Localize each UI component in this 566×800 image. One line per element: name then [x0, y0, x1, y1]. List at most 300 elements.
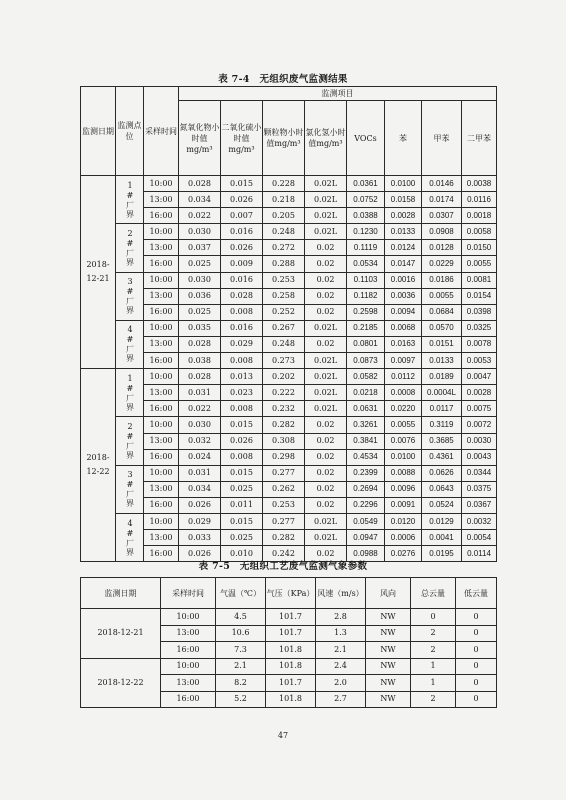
table-row	[81, 401, 497, 417]
date-cell: 2018-12-21	[81, 176, 116, 369]
value-cell: 0.0195	[422, 546, 462, 562]
header-vocs: VOCs	[347, 101, 385, 176]
weather-header-row	[81, 578, 497, 609]
value-cell: 0.0076	[385, 433, 422, 449]
monitoring-point: 2#厂界	[116, 224, 144, 272]
value-cell: 0.031	[179, 465, 221, 481]
value-cell: 0.022	[179, 401, 221, 417]
weather-header-cell: 风向	[366, 578, 411, 609]
value-cell: 0.026	[221, 192, 263, 208]
value-cell: 0	[456, 675, 497, 692]
header-point: 监测点位	[116, 87, 144, 176]
value-cell: 0.0124	[385, 240, 422, 256]
sample-time: 16:00	[144, 353, 179, 369]
header-date: 监测日期	[81, 87, 116, 176]
value-cell: 0.026	[179, 546, 221, 562]
value-cell: 2.0	[316, 675, 366, 692]
table-row	[81, 272, 497, 288]
value-cell: 0.02L	[305, 208, 347, 224]
sample-time: 10:00	[144, 176, 179, 192]
value-cell: 0.02	[305, 304, 347, 320]
value-cell: 0.0072	[462, 417, 497, 433]
table-row	[81, 240, 497, 256]
value-cell: 0.0016	[385, 272, 422, 288]
value-cell: 0.026	[179, 497, 221, 513]
value-cell: 0.0004L	[422, 385, 462, 401]
value-cell: 0.288	[263, 256, 305, 272]
value-cell: 0.0088	[385, 465, 422, 481]
value-cell: 0.030	[179, 272, 221, 288]
value-cell: 0.0570	[422, 320, 462, 336]
table-row	[81, 176, 497, 192]
value-cell: 0.0361	[347, 176, 385, 192]
value-cell: 0.0055	[422, 288, 462, 304]
value-cell: 0.1182	[347, 288, 385, 304]
value-cell: 0.0988	[347, 546, 385, 562]
value-cell: 0.026	[221, 433, 263, 449]
date-cell: 2018-12-21	[81, 609, 161, 659]
value-cell: 0.015	[221, 176, 263, 192]
sample-time: 16:00	[161, 642, 216, 659]
table1-caption: 表 7-4 无组织废气监测结果	[218, 74, 348, 85]
value-cell: 1	[411, 658, 456, 675]
sample-time: 13:00	[144, 385, 179, 401]
value-cell: 0.0801	[347, 336, 385, 352]
value-cell: 4.5	[216, 609, 266, 626]
sample-time: 16:00	[144, 256, 179, 272]
sample-time: 13:00	[144, 240, 179, 256]
sample-time: 13:00	[144, 481, 179, 497]
value-cell: 0.0163	[385, 336, 422, 352]
header-xylene: 二甲苯	[462, 101, 497, 176]
sample-time: 10:00	[144, 417, 179, 433]
table-row	[81, 433, 497, 449]
value-cell: 0.2399	[347, 465, 385, 481]
value-cell: 0.232	[263, 401, 305, 417]
value-cell: 0.007	[221, 208, 263, 224]
value-cell: 0	[456, 625, 497, 642]
value-cell: 0.013	[221, 369, 263, 385]
value-cell: 0.016	[221, 272, 263, 288]
value-cell: 0.3685	[422, 433, 462, 449]
emission-results-body	[81, 176, 497, 562]
monitoring-point: 4#厂界	[116, 513, 144, 561]
value-cell: 0.028	[179, 176, 221, 192]
sample-time: 16:00	[144, 546, 179, 562]
value-cell: 0.035	[179, 320, 221, 336]
value-cell: 0.026	[221, 240, 263, 256]
header-hcl: 氯化氢小时值mg/m³	[305, 101, 347, 176]
value-cell: 0.0154	[462, 288, 497, 304]
value-cell: 0.025	[221, 481, 263, 497]
value-cell: 0.0534	[347, 256, 385, 272]
monitoring-point: 2#厂界	[116, 417, 144, 465]
value-cell: 0.0582	[347, 369, 385, 385]
value-cell: 0.0151	[422, 336, 462, 352]
value-cell: 0.0114	[462, 546, 497, 562]
sample-time: 16:00	[144, 304, 179, 320]
page-number: 47	[277, 731, 289, 740]
table2-caption: 表 7-5 无组织工艺废气监测气象参数	[198, 561, 368, 572]
monitoring-point: 1#厂界	[116, 176, 144, 224]
sample-time: 13:00	[161, 675, 216, 692]
value-cell: 0.0100	[385, 176, 422, 192]
value-cell: 0	[456, 658, 497, 675]
value-cell: 0.2598	[347, 304, 385, 320]
value-cell: 0.0189	[422, 369, 462, 385]
value-cell: 0.025	[179, 256, 221, 272]
value-cell: 0.028	[179, 369, 221, 385]
value-cell: 0.0146	[422, 176, 462, 192]
header-items: 监测项目	[179, 87, 497, 101]
value-cell: 0.0129	[422, 513, 462, 529]
value-cell: 0.008	[221, 449, 263, 465]
value-cell: 1.3	[316, 625, 366, 642]
table-row	[81, 224, 497, 240]
value-cell: 0.218	[263, 192, 305, 208]
value-cell: 0.02	[305, 449, 347, 465]
header-nox: 氮氧化物小时值mg/m³	[179, 101, 221, 176]
value-cell: 0.0276	[385, 546, 422, 562]
value-cell: 0.0631	[347, 401, 385, 417]
value-cell: 0.02	[305, 272, 347, 288]
value-cell: 0.033	[179, 530, 221, 546]
value-cell: 0.0008	[385, 385, 422, 401]
table-row	[81, 497, 497, 513]
value-cell: 2	[411, 625, 456, 642]
value-cell: 2.7	[316, 691, 366, 708]
value-cell: 0.0081	[462, 272, 497, 288]
value-cell: 0.0325	[462, 320, 497, 336]
sample-time: 13:00	[144, 433, 179, 449]
value-cell: 0.0158	[385, 192, 422, 208]
value-cell: 0.024	[179, 449, 221, 465]
value-cell: 2.1	[316, 642, 366, 659]
value-cell: 0.258	[263, 288, 305, 304]
value-cell: 0.3841	[347, 433, 385, 449]
value-cell: NW	[366, 691, 411, 708]
value-cell: 0.0186	[422, 272, 462, 288]
value-cell: 0.298	[263, 449, 305, 465]
table-row	[81, 465, 497, 481]
value-cell: 0.037	[179, 240, 221, 256]
value-cell: 0.0091	[385, 497, 422, 513]
value-cell: 0.02L	[305, 401, 347, 417]
value-cell: 0.02L	[305, 192, 347, 208]
value-cell: 0.0388	[347, 208, 385, 224]
table-row	[81, 208, 497, 224]
value-cell: 0.0112	[385, 369, 422, 385]
value-cell: 0.0643	[422, 481, 462, 497]
sample-time: 10:00	[161, 609, 216, 626]
value-cell: 0.02	[305, 481, 347, 497]
value-cell: 0.02L	[305, 224, 347, 240]
table-row	[81, 369, 497, 385]
table-row	[81, 609, 497, 626]
value-cell: 0.031	[179, 385, 221, 401]
value-cell: 0.0133	[422, 353, 462, 369]
header-time: 采样时间	[144, 87, 179, 176]
value-cell: 0.023	[221, 385, 263, 401]
table-row	[81, 192, 497, 208]
value-cell: 0.282	[263, 530, 305, 546]
value-cell: 0.02	[305, 546, 347, 562]
value-cell: 0.222	[263, 385, 305, 401]
table-row	[81, 304, 497, 320]
sample-time: 16:00	[144, 208, 179, 224]
value-cell: 0.02	[305, 256, 347, 272]
value-cell: 0.02	[305, 465, 347, 481]
weather-header-cell: 风速（m/s）	[316, 578, 366, 609]
value-cell: 0.252	[263, 304, 305, 320]
value-cell: 0.0097	[385, 353, 422, 369]
value-cell: 0.228	[263, 176, 305, 192]
value-cell: 0.0096	[385, 481, 422, 497]
weather-header-cell: 采样时间	[161, 578, 216, 609]
value-cell: 10.6	[216, 625, 266, 642]
value-cell: 0.016	[221, 224, 263, 240]
value-cell: 0.0030	[462, 433, 497, 449]
table-row	[81, 530, 497, 546]
weather-params-body	[81, 609, 497, 708]
value-cell: 0.0117	[422, 401, 462, 417]
value-cell: 0.0133	[385, 224, 422, 240]
value-cell: 101.8	[266, 642, 316, 659]
weather-header-cell: 总云量	[411, 578, 456, 609]
value-cell: 0.3119	[422, 417, 462, 433]
value-cell: 0	[456, 642, 497, 659]
value-cell: 0.016	[221, 320, 263, 336]
value-cell: 0.015	[221, 417, 263, 433]
value-cell: 0.0068	[385, 320, 422, 336]
table-row	[81, 481, 497, 497]
value-cell: 0.1230	[347, 224, 385, 240]
value-cell: 0.0367	[462, 497, 497, 513]
value-cell: 0.0018	[462, 208, 497, 224]
monitoring-point: 3#厂界	[116, 272, 144, 320]
value-cell: 0.0147	[385, 256, 422, 272]
value-cell: 0.4534	[347, 449, 385, 465]
monitoring-point: 3#厂界	[116, 465, 144, 513]
value-cell: 0.0006	[385, 530, 422, 546]
value-cell: 0.202	[263, 369, 305, 385]
value-cell: 0.0032	[462, 513, 497, 529]
value-cell: 0.02	[305, 433, 347, 449]
value-cell: 101.7	[266, 609, 316, 626]
sample-time: 16:00	[144, 497, 179, 513]
value-cell: 0.0041	[422, 530, 462, 546]
value-cell: 0.029	[179, 513, 221, 529]
value-cell: 0.0873	[347, 353, 385, 369]
value-cell: 0.205	[263, 208, 305, 224]
table-row	[81, 256, 497, 272]
value-cell: 0.036	[179, 288, 221, 304]
value-cell: 0.0120	[385, 513, 422, 529]
value-cell: 0.032	[179, 433, 221, 449]
value-cell: 0.0626	[422, 465, 462, 481]
value-cell: 0.272	[263, 240, 305, 256]
value-cell: 0.02	[305, 240, 347, 256]
value-cell: NW	[366, 642, 411, 659]
sample-time: 10:00	[144, 224, 179, 240]
value-cell: 0.277	[263, 465, 305, 481]
value-cell: 0.2694	[347, 481, 385, 497]
value-cell: 0.0055	[462, 256, 497, 272]
value-cell: 0.028	[179, 336, 221, 352]
value-cell: 0.008	[221, 353, 263, 369]
value-cell: 0.030	[179, 224, 221, 240]
value-cell: 0.02L	[305, 320, 347, 336]
value-cell: 0.022	[179, 208, 221, 224]
value-cell: 0.02	[305, 417, 347, 433]
value-cell: 0.0684	[422, 304, 462, 320]
table-row	[81, 449, 497, 465]
value-cell: 0.034	[179, 192, 221, 208]
weather-header-cell: 低云量	[456, 578, 497, 609]
value-cell: 101.7	[266, 675, 316, 692]
date-cell: 2018-12-22	[81, 658, 161, 708]
value-cell: 0.02L	[305, 176, 347, 192]
value-cell: 7.3	[216, 642, 266, 659]
value-cell: 0.0344	[462, 465, 497, 481]
value-cell: 0.008	[221, 304, 263, 320]
value-cell: 0.262	[263, 481, 305, 497]
value-cell: 0.0375	[462, 481, 497, 497]
value-cell: 0.253	[263, 272, 305, 288]
value-cell: 0.242	[263, 546, 305, 562]
value-cell: 0.273	[263, 353, 305, 369]
value-cell: 0.015	[221, 465, 263, 481]
value-cell: 0.0128	[422, 240, 462, 256]
value-cell: 0.0229	[422, 256, 462, 272]
value-cell: 0.0307	[422, 208, 462, 224]
value-cell: 0.0524	[422, 497, 462, 513]
value-cell: NW	[366, 675, 411, 692]
header-so2: 二氧化硫小时值mg/m³	[221, 101, 263, 176]
value-cell: 0.02	[305, 288, 347, 304]
value-cell: 0.028	[221, 288, 263, 304]
value-cell: 2	[411, 642, 456, 659]
sample-time: 16:00	[144, 449, 179, 465]
value-cell: 0.0043	[462, 449, 497, 465]
weather-params-table	[80, 577, 497, 708]
value-cell: 0.011	[221, 497, 263, 513]
header-benzene: 苯	[385, 101, 422, 176]
sample-time: 13:00	[161, 625, 216, 642]
value-cell: 0.0038	[462, 176, 497, 192]
value-cell: 1	[411, 675, 456, 692]
value-cell: 0.0174	[422, 192, 462, 208]
value-cell: 0.248	[263, 224, 305, 240]
table-row	[81, 353, 497, 369]
value-cell: 0.0398	[462, 304, 497, 320]
value-cell: 0.0078	[462, 336, 497, 352]
value-cell: 0.02L	[305, 385, 347, 401]
value-cell: NW	[366, 625, 411, 642]
sample-time: 16:00	[161, 691, 216, 708]
value-cell: 0	[456, 691, 497, 708]
weather-header-cell: 监测日期	[81, 578, 161, 609]
value-cell: 5.2	[216, 691, 266, 708]
value-cell: 0.2185	[347, 320, 385, 336]
value-cell: 0.2296	[347, 497, 385, 513]
value-cell: 2.1	[216, 658, 266, 675]
sample-time: 13:00	[144, 288, 179, 304]
weather-header-cell: 气压（KPa）	[266, 578, 316, 609]
value-cell: 0.282	[263, 417, 305, 433]
value-cell: 0.0116	[462, 192, 497, 208]
value-cell: 0.277	[263, 513, 305, 529]
value-cell: 0.0028	[385, 208, 422, 224]
value-cell: 0.02L	[305, 513, 347, 529]
value-cell: 0.0028	[462, 385, 497, 401]
value-cell: 0.02L	[305, 353, 347, 369]
value-cell: 0.308	[263, 433, 305, 449]
value-cell: 0.02L	[305, 369, 347, 385]
sample-time: 13:00	[144, 530, 179, 546]
sample-time: 10:00	[144, 465, 179, 481]
value-cell: 0.0055	[385, 417, 422, 433]
value-cell: 2.4	[316, 658, 366, 675]
monitoring-point: 1#厂界	[116, 369, 144, 417]
value-cell: 0.1103	[347, 272, 385, 288]
table-row	[81, 336, 497, 352]
sample-time: 13:00	[144, 336, 179, 352]
header-toluene: 甲苯	[422, 101, 462, 176]
sample-time: 10:00	[144, 320, 179, 336]
value-cell: 2	[411, 691, 456, 708]
sample-time: 10:00	[144, 513, 179, 529]
sample-time: 10:00	[144, 369, 179, 385]
value-cell: 0.1119	[347, 240, 385, 256]
value-cell: 0.02	[305, 336, 347, 352]
value-cell: 0.253	[263, 497, 305, 513]
sample-time: 10:00	[144, 272, 179, 288]
value-cell: 0.034	[179, 481, 221, 497]
value-cell: 0.0054	[462, 530, 497, 546]
header-pm: 颗粒物小时值mg/m³	[263, 101, 305, 176]
monitoring-point: 4#厂界	[116, 320, 144, 368]
sample-time: 16:00	[144, 401, 179, 417]
value-cell: 0.0075	[462, 401, 497, 417]
value-cell: 101.7	[266, 625, 316, 642]
weather-header-cell: 气温（℃）	[216, 578, 266, 609]
value-cell: 101.8	[266, 691, 316, 708]
value-cell: 0.0218	[347, 385, 385, 401]
sample-time: 10:00	[161, 658, 216, 675]
value-cell: 0.267	[263, 320, 305, 336]
table-row	[81, 658, 497, 675]
value-cell: 0.015	[221, 513, 263, 529]
value-cell: 0.0220	[385, 401, 422, 417]
value-cell: 0.0036	[385, 288, 422, 304]
value-cell: NW	[366, 609, 411, 626]
table-row	[81, 288, 497, 304]
value-cell: 0.0094	[385, 304, 422, 320]
value-cell: 0.010	[221, 546, 263, 562]
value-cell: 0.0100	[385, 449, 422, 465]
value-cell: 0.0053	[462, 353, 497, 369]
value-cell: 0.3261	[347, 417, 385, 433]
value-cell: 0.008	[221, 401, 263, 417]
value-cell: 0.02	[305, 497, 347, 513]
table-row	[81, 385, 497, 401]
value-cell: 0.0908	[422, 224, 462, 240]
value-cell: 0	[456, 609, 497, 626]
value-cell: 0.02L	[305, 530, 347, 546]
value-cell: 0.0150	[462, 240, 497, 256]
table-row	[81, 417, 497, 433]
